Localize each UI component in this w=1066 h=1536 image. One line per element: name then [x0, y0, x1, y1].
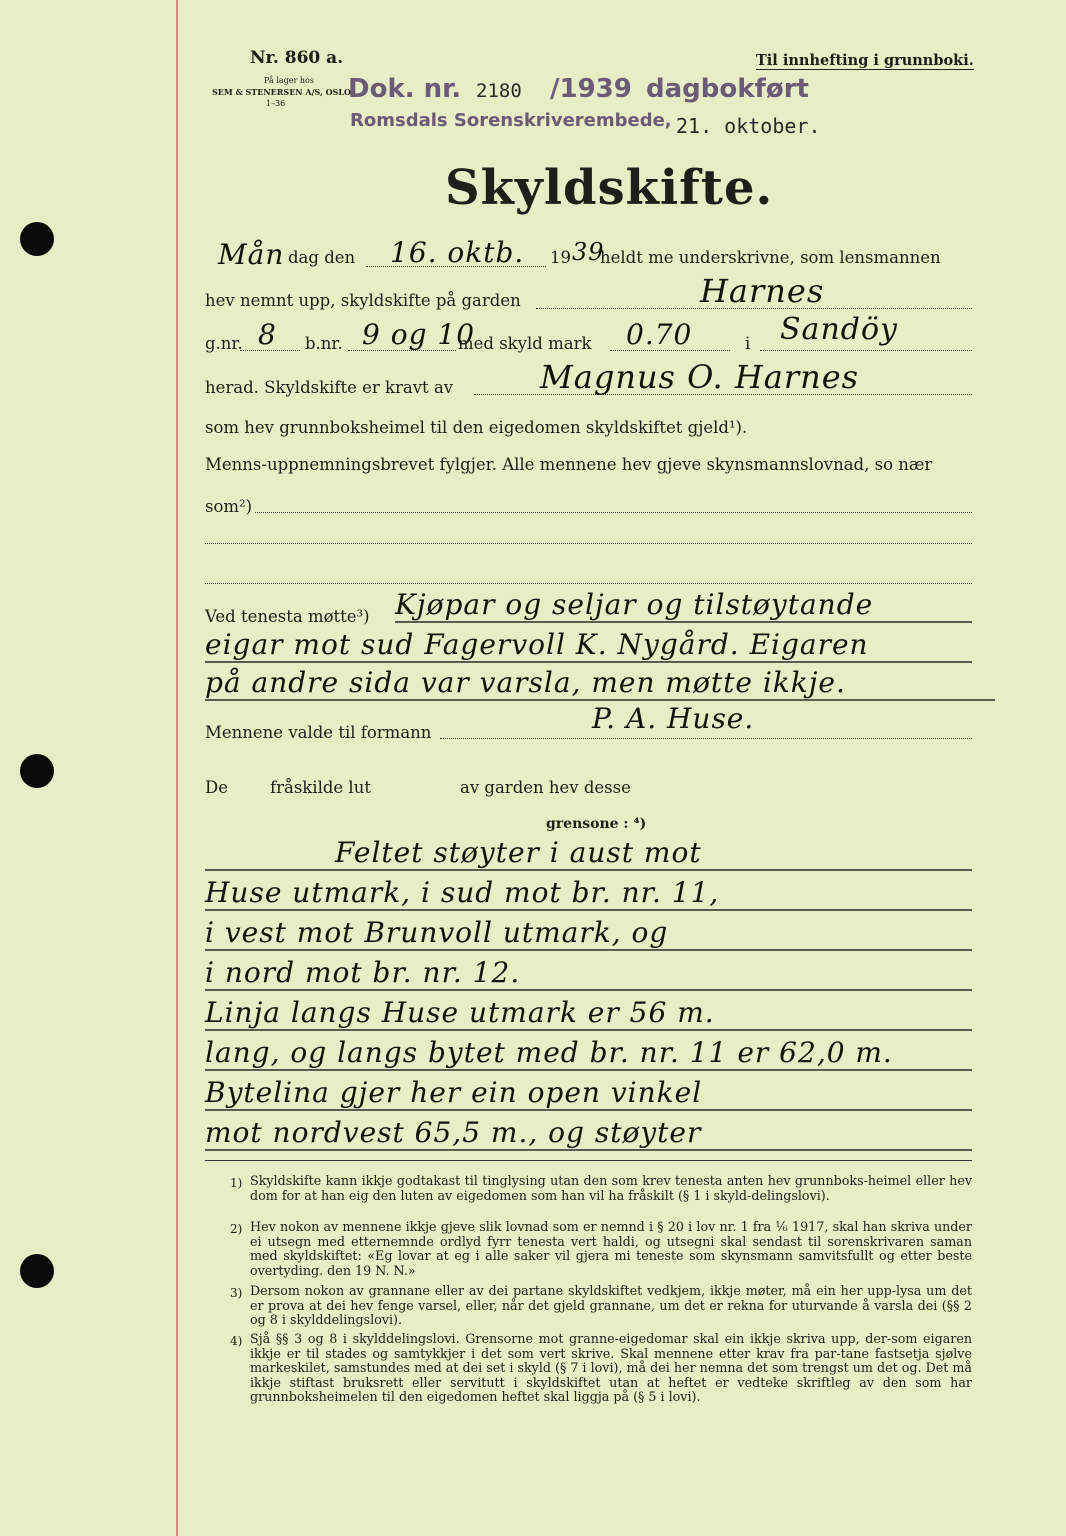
form-number: Nr. 860 a. — [250, 48, 344, 68]
attended-line-1: Kjøpar og seljar og tilstøytande — [395, 588, 972, 623]
weekday: Mån — [218, 238, 285, 271]
footnote-number: 1) — [230, 1176, 243, 1190]
boundary-line-1: Feltet støyter i aust mot — [205, 836, 972, 871]
grunnboks-text: som hev grunnboksheimel til den eigedomen skyldskiftet gjeld¹). — [205, 418, 748, 437]
label-formann: Mennene valde til formann — [205, 723, 432, 742]
label-dag-den: dag den — [288, 248, 356, 267]
label-fraskilde: fråskilde lut — [270, 778, 371, 797]
boundary-line-3: i vest mot Brunvoll utmark, og — [205, 916, 972, 951]
boundary-line-4: i nord mot br. nr. 12. — [205, 956, 972, 991]
attended-line-2: eigar mot sud Fagervoll K. Nygård. Eigaren — [205, 628, 972, 663]
label-som: som²) — [205, 497, 253, 516]
printer-date: 1–36 — [266, 99, 286, 108]
label-i: i — [745, 334, 751, 353]
margin-rule — [176, 0, 178, 1536]
footnote-text: Sjå §§ 3 og 8 i skylddelingslovi. Grensorne mot granne-eigedomar skal ein ikkje skriva upp, der-som eigaren ikkje er til stades og samtykkjer i det som vert skrive. Skal mennene etter krav fra par-tane fastsetja sjølve markeskilet, samstundes med at dei set i skyld (§ 7 i lovi), må dei her nemna det som trengst um det og. Det må ikkje stiftast bruksrett eller servitutt i skyldskiftet utan at heftet er vedteke skriftleg av den som har grunnboksheimelen til den eigedomen heftet skal liggja på (§ 5 i lovi). — [250, 1331, 972, 1405]
stamp-date: 21. oktober. — [676, 114, 821, 138]
punch-hole — [20, 754, 54, 788]
requester: Magnus O. Harnes — [540, 358, 860, 396]
label-de: De — [205, 778, 228, 797]
printer-line: På lager hos — [264, 76, 314, 85]
year-prefix: 19 — [550, 248, 571, 267]
year-suffix: 39 — [572, 238, 605, 266]
label-ved-tenesta: Ved tenesta møtte³) — [205, 607, 370, 626]
footnote-text: Dersom nokon av grannane eller av dei partane skyldskiftet vedkjem, ikkje møter, må ein her upp-lysa um det er prova at dei hev fenge varsel, eller, når det gjeld grannane, um det er rekna for uturvande å varsla dei (§§ 2 og 8 i skylddelingslovi). — [250, 1283, 972, 1328]
footnote-text: Hev nokon av mennene ikkje gjeve slik lovnad som er nemnd i § 20 i lov nr. 1 fra ⅙ 1917, skal han skriva under ei utsegn med etternemnde ordlyd fyrr tenesta vert haldi, og utsegni skal sendast til sorenskrivaren saman med skyldskiftet: «Eg lovar at eg i alle saker vil gjera mi teneste som skynsmann samvitsfullt og etter beste overtyding. den 19 N. N.» — [250, 1219, 972, 1278]
stamp-doc-label: Dok. nr. — [348, 74, 462, 104]
footnote-text: Skyldskifte kann ikkje godtakast til tinglysing utan den som krev tenesta anten hev grunnboks-heimel eller hev dom for at han eig den luten av eigedomen som han vil ha fråskilt (§ 1 i skyld-delingslovi). — [250, 1173, 972, 1203]
label-hev-nemnt: hev nemnt upp, skyldskifte på garden — [205, 291, 521, 310]
stamp-doc-number: 2180 — [476, 80, 522, 102]
formann: P. A. Huse. — [592, 702, 755, 735]
stamp-year: /1939 — [550, 74, 632, 104]
stamp-office: Romsdals Sorenskriverembede, — [350, 110, 672, 131]
footnote-number: 4) — [230, 1334, 243, 1348]
farm-name: Harnes — [700, 272, 825, 310]
label-med-skyld: med skyld mark — [458, 334, 592, 353]
binding-note: Til innhefting i grunnboki. — [756, 52, 974, 69]
footnote-number: 2) — [230, 1222, 243, 1236]
label-herad: herad. Skyldskifte er kravt av — [205, 378, 454, 397]
label-gnr: g.nr. — [205, 334, 243, 353]
label-av-garden: av garden hev desse — [460, 778, 631, 797]
formann-line — [440, 738, 972, 739]
stamp-dagbokfort: dagbokført — [646, 74, 809, 104]
label-heldt: heldt me underskrivne, som lensmannen — [600, 248, 941, 267]
skyld-value: 0.70 — [626, 318, 693, 351]
boundary-line-6: lang, og langs bytet med br. nr. 11 er 62,0 m. — [205, 1036, 972, 1071]
blank-line — [205, 583, 972, 584]
municipality: Sandöy — [780, 312, 898, 347]
attended-line-3: på andre sida var varsla, men møtte ikkje. — [205, 666, 995, 701]
boundary-line-2: Huse utmark, i sud mot br. nr. 11, — [205, 876, 972, 911]
label-grensone: grensone : ⁴) — [546, 816, 647, 832]
boundary-line-8: mot nordvest 65,5 m., og støyter — [205, 1116, 972, 1151]
som-line — [255, 512, 972, 513]
gnr: 8 — [258, 318, 277, 351]
document-title: Skyldskifte. — [445, 160, 774, 216]
boundary-line-5: Linja langs Huse utmark er 56 m. — [205, 996, 972, 1031]
printer-name: SEM & STENERSEN A/S, OSLO — [212, 87, 351, 97]
label-bnr: b.nr. — [305, 334, 343, 353]
punch-hole — [20, 222, 54, 256]
boundary-line-7: Bytelina gjer her ein open vinkel — [205, 1076, 972, 1111]
bnr: 9 og 10 — [362, 318, 476, 351]
punch-hole — [20, 1254, 54, 1288]
date: 16. oktb. — [390, 236, 525, 269]
footnote-separator — [205, 1160, 972, 1161]
footnote-number: 3) — [230, 1286, 243, 1300]
menns-text: Menns-uppnemningsbrevet fylgjer. Alle mennene hev gjeve skynsmannslovnad, so nær — [205, 455, 933, 474]
blank-line — [205, 543, 972, 544]
municipality-line — [760, 350, 972, 351]
